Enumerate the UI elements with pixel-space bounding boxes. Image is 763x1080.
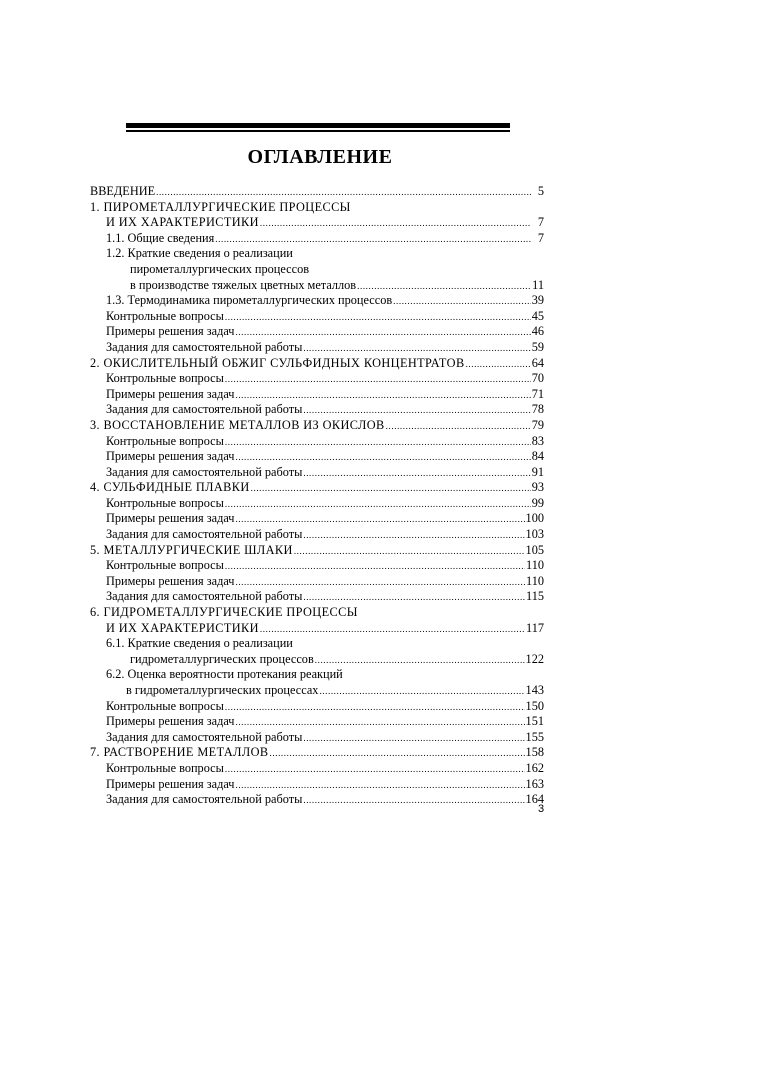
toc-entry-text: 6.2. Оценка вероятности протекания реакций: [106, 667, 343, 682]
toc-chapter-2: [90, 356, 545, 372]
toc-page-number: 122: [525, 651, 544, 666]
leader-dots: [225, 497, 531, 513]
toc-questions-5: [90, 558, 545, 574]
header-rule-thick: [126, 123, 510, 128]
toc-section-6-2-heading: [90, 667, 545, 683]
leader-dots: [251, 481, 531, 497]
toc-entry-text: 1.3. Термодинамика пирометаллургических процессов: [106, 293, 393, 308]
toc-tasks-1: [90, 340, 545, 356]
leader-dots: [303, 528, 524, 544]
leader-dots: [303, 341, 530, 357]
toc-section-1-2: [90, 278, 545, 294]
toc-page-number: 64: [531, 355, 544, 370]
toc-entry-text: гидрометаллургических процессов: [130, 651, 314, 666]
toc-chapter-6: [90, 621, 545, 637]
leader-dots: [225, 310, 531, 326]
toc-section-6-1-heading: [90, 636, 545, 652]
toc-questions-2: [90, 371, 545, 387]
toc-entry-text: Примеры решения задач: [106, 714, 235, 729]
toc-tasks-2: [90, 402, 545, 418]
toc-page-number: 5: [537, 184, 544, 198]
leader-dots: [357, 279, 531, 295]
toc-entry-text: 4. СУЛЬФИДНЫЕ ПЛАВКИ: [90, 480, 250, 495]
toc-section-1-1: [90, 231, 545, 247]
leader-dots: [303, 403, 530, 419]
toc-page-number: 59: [531, 339, 544, 354]
toc-questions-7: [90, 761, 545, 777]
toc-questions-6: [90, 699, 545, 715]
toc-chapter-7: [90, 745, 545, 761]
toc-tasks-5: [90, 589, 545, 605]
toc-entry-text: Задания для самостоятельной работы: [106, 464, 303, 479]
toc-entry-text: Примеры решения задач: [106, 776, 235, 791]
toc-chapter-5: [90, 543, 545, 559]
leader-dots: [156, 185, 531, 201]
toc-entry-text: Задания для самостоятельной работы: [106, 402, 303, 417]
leader-dots: [260, 216, 531, 232]
toc-examples-5: [90, 574, 545, 590]
leader-dots: [303, 466, 530, 482]
leader-dots: [303, 590, 525, 606]
toc-page-number: 46: [531, 324, 544, 339]
toc-entry-text: в производстве тяжелых цветных металлов: [130, 277, 357, 292]
toc-entry-text: 3. ВОССТАНОВЛЕНИЕ МЕТАЛЛОВ ИЗ ОКИСЛОВ: [90, 417, 385, 432]
leader-dots: [270, 746, 525, 762]
leader-dots: [315, 653, 525, 669]
toc-page-number: 70: [531, 371, 544, 386]
toc-page-number: 110: [526, 558, 544, 573]
toc-entry-text: Задания для самостоятельной работы: [106, 589, 303, 604]
toc-chapter-4: [90, 480, 545, 496]
toc-examples-1: [90, 324, 545, 340]
toc-page-number: 91: [531, 464, 544, 479]
header-rule-thin: [126, 130, 510, 132]
toc-page-number: 151: [525, 714, 544, 729]
toc-tasks-7: [90, 792, 545, 808]
toc-page-number: 45: [531, 308, 544, 323]
toc-entry-text: И ИХ ХАРАКТЕРИСТИКИ: [106, 215, 259, 230]
leader-dots: [319, 684, 524, 700]
leader-dots: [393, 294, 531, 310]
table-of-contents: [90, 184, 545, 808]
toc-entry-text: 2. ОКИСЛИТЕЛЬНЫЙ ОБЖИГ СУЛЬФИДНЫХ КОНЦЕНТРАТОВ: [90, 355, 465, 370]
toc-page-number: 158: [525, 745, 544, 760]
toc-page-number: 115: [526, 589, 544, 604]
toc-examples-6: [90, 714, 545, 730]
leader-dots: [225, 762, 525, 778]
leader-dots: [294, 544, 525, 560]
toc-entry-text: Контрольные вопросы: [106, 495, 224, 510]
toc-entry-text: 5. МЕТАЛЛУРГИЧЕСКИЕ ШЛАКИ: [90, 542, 293, 557]
leader-dots: [235, 388, 530, 404]
toc-page-number: 110: [526, 573, 544, 588]
toc-questions-1: [90, 309, 545, 325]
toc-entry-text: 7. РАСТВОРЕНИЕ МЕТАЛЛОВ: [90, 745, 269, 760]
toc-entry-text: Примеры решения задач: [106, 511, 235, 526]
toc-entry-text: Примеры решения задач: [106, 573, 235, 588]
toc-entry-text: 1.1. Общие сведения: [106, 230, 215, 245]
toc-page-number: 79: [531, 417, 544, 432]
toc-entry-text: И ИХ ХАРАКТЕРИСТИКИ: [106, 620, 259, 635]
toc-section-6-1: [90, 652, 545, 668]
toc-chapter-3: [90, 418, 545, 434]
toc-page-number: 155: [525, 729, 544, 744]
toc-examples-3: [90, 449, 545, 465]
toc-entry-text: Контрольные вопросы: [106, 433, 224, 448]
toc-chapter-1-heading: [90, 200, 545, 216]
toc-entry-text: Задания для самостоятельной работы: [106, 729, 303, 744]
toc-entry-text: в гидрометаллургических процессах: [126, 683, 319, 697]
toc-entry-text: Контрольные вопросы: [106, 371, 224, 386]
toc-entry-text: Контрольные вопросы: [106, 308, 224, 323]
toc-chapter-1: [90, 215, 545, 231]
toc-examples-4: [90, 511, 545, 527]
toc-section-6-2: [90, 683, 545, 699]
leader-dots: [466, 357, 531, 373]
toc-entry-text: 1.2. Краткие сведения о реализации: [106, 246, 293, 261]
toc-questions-4: [90, 496, 545, 512]
toc-page-number: 71: [531, 386, 544, 401]
leader-dots: [386, 419, 531, 435]
page-number: 3: [538, 803, 545, 815]
toc-section-1-3: [90, 293, 545, 309]
toc-page-number: 100: [525, 511, 544, 526]
toc-section-1-2-line2: [90, 262, 545, 278]
toc-entry-text: Примеры решения задач: [106, 449, 235, 464]
leader-dots: [225, 559, 525, 575]
toc-entry-text: 6.1. Краткие сведения о реализации: [106, 636, 293, 651]
toc-page-number: 7: [537, 215, 544, 230]
leader-dots: [225, 372, 531, 388]
toc-page-number: 7: [537, 230, 544, 245]
toc-page-number: 83: [531, 433, 544, 448]
toc-page-number: 163: [525, 776, 544, 791]
leader-dots: [235, 450, 530, 466]
toc-entry-text: 6. ГИДРОМЕТАЛЛУРГИЧЕСКИЕ ПРОЦЕССЫ: [90, 605, 358, 620]
toc-page-number: 39: [531, 293, 544, 308]
leader-dots: [235, 512, 524, 528]
toc-page-number: 162: [525, 760, 544, 775]
toc-entry-intro: [90, 184, 545, 200]
toc-page-number: 84: [531, 449, 544, 464]
leader-dots: [235, 575, 525, 591]
toc-tasks-4: [90, 527, 545, 543]
toc-entry-text: Примеры решения задач: [106, 386, 235, 401]
toc-tasks-3: [90, 465, 545, 481]
toc-entry-text: Контрольные вопросы: [106, 698, 224, 713]
toc-page-number: 11: [532, 277, 544, 292]
leader-dots: [215, 232, 531, 248]
toc-entry-text: пирометаллургических процессов: [130, 261, 310, 276]
leader-dots: [235, 778, 524, 794]
toc-questions-3: [90, 434, 545, 450]
toc-entry-text: Задания для самостоятельной работы: [106, 792, 303, 807]
toc-section-1-2-heading: [90, 246, 545, 262]
toc-entry-text: ВВЕДЕНИЕ: [90, 184, 156, 198]
leader-dots: [260, 622, 525, 638]
toc-page-number: 117: [526, 620, 544, 635]
toc-entry-text: 1. ПИРОМЕТАЛЛУРГИЧЕСКИЕ ПРОЦЕССЫ: [90, 199, 351, 214]
leader-dots: [235, 325, 530, 341]
toc-tasks-6: [90, 730, 545, 746]
toc-entry-text: Контрольные вопросы: [106, 558, 224, 573]
page-title: ОГЛАВЛЕНИЕ: [247, 146, 393, 168]
toc-page-number: 103: [525, 527, 544, 542]
toc-entry-text: Примеры решения задач: [106, 324, 235, 339]
leader-dots: [225, 435, 531, 451]
leader-dots: [303, 731, 524, 747]
leader-dots: [225, 700, 525, 716]
leader-dots: [235, 715, 524, 731]
toc-entry-text: Контрольные вопросы: [106, 760, 224, 775]
toc-page-number: 93: [531, 480, 544, 495]
leader-dots: [303, 793, 524, 809]
toc-page-number: 105: [525, 542, 544, 557]
toc-page-number: 78: [531, 402, 544, 417]
toc-page-number: 99: [531, 495, 544, 510]
toc-entry-text: Задания для самостоятельной работы: [106, 339, 303, 354]
toc-chapter-6-heading: [90, 605, 545, 621]
toc-page-number: 164: [525, 792, 544, 807]
toc-examples-2: [90, 387, 545, 403]
toc-entry-text: Задания для самостоятельной работы: [106, 527, 303, 542]
toc-page-number: 150: [525, 698, 544, 713]
toc-examples-7: [90, 777, 545, 793]
toc-page-number: 143: [525, 683, 544, 697]
